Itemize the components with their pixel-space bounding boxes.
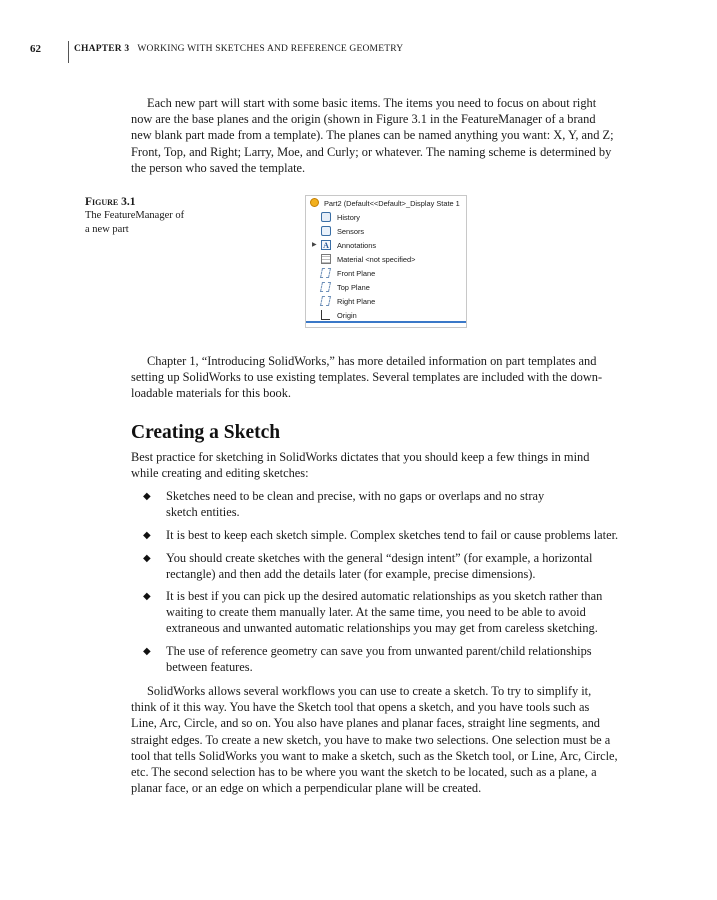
text-line: Best practice for sketching in SolidWorks dictates that you should keep a few things in mind — [131, 450, 590, 464]
expand-arrow-icon[interactable]: ▶ — [312, 242, 317, 248]
text-line: Front, Top, and Right; Larry, Moe, and Curly; or whatever. The naming scheme is determined by — [131, 144, 612, 159]
text-line: waiting to create them manually later. At the same time, you need to be able to avoid — [166, 605, 586, 620]
text-line: You should create sketches with the general “design intent” (for example, a horizontal — [166, 551, 593, 565]
tree-item-label: Annotations — [337, 241, 377, 250]
tree-item-label: Origin — [337, 311, 357, 320]
figure-label: Figure 3.1 — [85, 196, 136, 208]
bullet-diamond-icon: ◆ — [143, 491, 151, 502]
tree-bottom-bar — [306, 321, 466, 323]
material-icon — [321, 254, 331, 264]
text-line: rectangle) and then add the details later (for example, precise dimensions). — [166, 567, 536, 582]
text-line: The use of reference geometry can save you from unwanted parent/child relationships — [166, 644, 592, 658]
section-heading: Creating a Sketch — [131, 422, 281, 443]
header-divider — [68, 41, 69, 63]
text-line: think of it this way. You have the Sketch tool that opens a sketch, and you have tools such as — [131, 700, 590, 715]
tree-item-front-plane[interactable] — [306, 266, 466, 280]
text-line: while creating and editing sketches: — [131, 466, 309, 481]
chapter-title: WORKING WITH SKETCHES AND REFERENCE GEOMETRY — [137, 44, 404, 54]
intro-paragraph — [131, 95, 656, 176]
tree-item-label: History — [337, 213, 360, 222]
text-line: extraneous and unwanted automatic relationships you may get from careless sketching. — [166, 621, 598, 636]
section-intro — [131, 449, 656, 481]
text-line: tool that tells SolidWorks you want to make a sketch, such as the Sketch tool, or Line, Arc, Circle, — [131, 748, 618, 763]
sensors-icon — [321, 226, 331, 236]
text-line: SolidWorks allows several workflows you can use to create a sketch. To try to simplify it, — [147, 684, 592, 698]
tree-item-origin[interactable] — [306, 308, 466, 322]
header-title — [74, 44, 403, 54]
caption-line: a new part — [85, 224, 129, 235]
closing-paragraph — [131, 683, 656, 796]
templates-paragraph — [131, 353, 656, 402]
tree-item-label: Top Plane — [337, 283, 370, 292]
tree-item-right-plane[interactable] — [306, 294, 466, 308]
plane-icon — [320, 296, 331, 306]
part-title-row[interactable] — [306, 197, 466, 209]
text-line: planar face, or an edge on which a perpendicular plane will be created. — [131, 781, 482, 796]
tree-item-material[interactable] — [306, 252, 466, 266]
text-line: straight edges. To create a new sketch, you have to make two selections. One selection must be a — [131, 732, 611, 747]
bullet-diamond-icon: ◆ — [143, 591, 151, 602]
tree-item-top-plane[interactable] — [306, 280, 466, 294]
tree-item-annotations[interactable] — [306, 238, 466, 252]
text-line: It is best to keep each sketch simple. Complex sketches tend to fail or cause problems later. — [166, 528, 619, 542]
tree-item-sensors[interactable] — [306, 224, 466, 238]
text-line: the person who saved the template. — [131, 160, 306, 175]
text-line: It is best if you can pick up the desired automatic relationships as you sketch rather than — [166, 589, 603, 603]
page-number: 62 — [30, 43, 41, 55]
bullet-diamond-icon: ◆ — [143, 646, 151, 657]
text-line: between features. — [166, 660, 253, 675]
history-icon — [321, 212, 331, 222]
text-line: sketch entities. — [166, 505, 240, 520]
feature-manager-tree — [305, 195, 467, 328]
text-line: Line, Arc, Circle, and so on. You also have planes and planar faces, straight line segments, and — [131, 716, 601, 731]
part-title: Part2 (Default<<Default>_Display State 1 — [324, 199, 460, 208]
plane-icon — [320, 282, 331, 292]
tree-item-label: Material <not specified> — [337, 255, 416, 264]
origin-icon — [321, 310, 330, 320]
figure-caption — [85, 195, 184, 237]
part-icon — [310, 198, 319, 207]
text-line: new blank part made from a template). The planes can be named anything you want: X, Y, and Z; — [131, 128, 614, 143]
text-line: etc. The second selection has to be where you want the sketch to be located, such as a plane, a — [131, 765, 597, 780]
text-line: loadable materials for this book. — [131, 386, 292, 401]
plane-icon — [320, 268, 331, 278]
text-line: Sketches need to be clean and precise, with no gaps or overlaps and no stray — [166, 489, 545, 503]
tree-item-label: Sensors — [337, 227, 365, 236]
tree-item-label: Right Plane — [337, 297, 376, 306]
text-line: now are the base planes and the origin (shown in Figure 3.1 in the FeatureManager of a brand — [131, 112, 596, 127]
tree-item-label: Front Plane — [337, 269, 376, 278]
annotations-icon: A — [321, 240, 331, 250]
bullet-diamond-icon: ◆ — [143, 553, 151, 564]
running-header — [0, 41, 717, 63]
tree-item-history[interactable] — [306, 210, 466, 224]
text-line: Chapter 1, “Introducing SolidWorks,” has more detailed information on part templates and — [147, 354, 597, 368]
text-line: setting up SolidWorks to use existing templates. Several templates are included with the down- — [131, 370, 603, 385]
bullet-diamond-icon: ◆ — [143, 530, 151, 541]
chapter-label: CHAPTER 3 — [74, 44, 130, 54]
caption-line: The FeatureManager of — [85, 210, 185, 221]
text-line: Each new part will start with some basic items. The items you need to focus on about right — [147, 96, 597, 110]
